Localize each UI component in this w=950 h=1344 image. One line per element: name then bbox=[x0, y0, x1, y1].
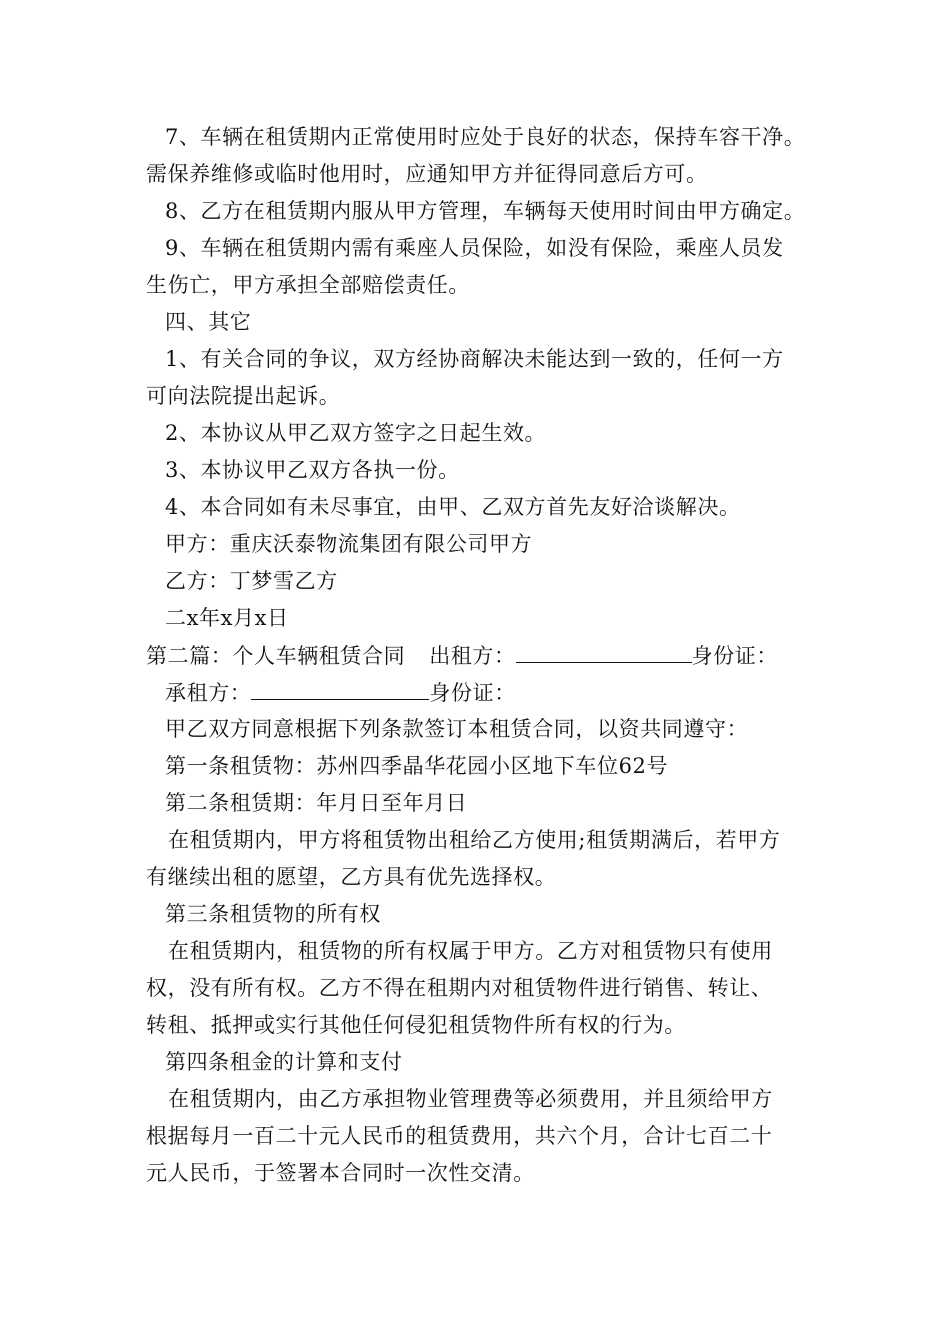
article-3-body-line-2: 权，没有所有权。乙方不得在租期内对租赁物件进行销售、转让、 bbox=[146, 976, 773, 1000]
lessor-id-label: 身份证： bbox=[691, 644, 779, 668]
article-2-body-line-1: 在租赁期内，甲方将租赁物出租给乙方使用;租赁期满后，若甲方 bbox=[168, 828, 781, 852]
party-a-signature: 甲方：重庆沃泰物流集团有限公司甲方 bbox=[165, 532, 533, 556]
signing-date: 二x年x月x日 bbox=[165, 606, 289, 630]
article-2-lease-term: 第二条租赁期：年月日至年月日 bbox=[165, 791, 468, 815]
lessor-blank bbox=[516, 640, 692, 663]
other-clause-4: 4、本合同如有未尽事宜，由甲、乙双方首先友好洽谈解决。 bbox=[165, 495, 741, 519]
other-clause-3: 3、本协议甲乙双方各执一份。 bbox=[165, 458, 460, 482]
article-4-body-line-1: 在租赁期内，由乙方承担物业管理费等必须费用，并且须给甲方 bbox=[168, 1087, 773, 1111]
agreement-intro: 甲乙双方同意根据下列条款签订本租赁合同，以资共同遵守： bbox=[165, 717, 749, 741]
second-contract-title: 第二篇：个人车辆租赁合同 bbox=[146, 644, 406, 668]
lessee-line bbox=[146, 677, 835, 708]
article-4-body-line-3: 元人民币，于签署本合同时一次性交清。 bbox=[146, 1161, 535, 1185]
article-3-heading: 第三条租赁物的所有权 bbox=[165, 902, 381, 926]
other-clause-1-line-2: 可向法院提出起诉。 bbox=[146, 384, 341, 408]
clause-7-line-1: 7、车辆在租赁期内正常使用时应处于良好的状态，保持车容干净。 bbox=[165, 125, 806, 149]
lessee-id-label: 身份证： bbox=[429, 681, 516, 705]
other-clause-1-line-1: 1、有关合同的争议，双方经协商解决未能达到一致的，任何一方 bbox=[165, 347, 784, 371]
clause-9-line-1: 9、车辆在租赁期内需有乘座人员保险，如没有保险，乘座人员发 bbox=[165, 236, 784, 260]
lessee-blank bbox=[251, 677, 429, 700]
party-b-signature: 乙方：丁梦雪乙方 bbox=[165, 569, 338, 593]
other-clause-2: 2、本协议从甲乙双方签字之日起生效。 bbox=[165, 421, 547, 445]
article-4-body-line-2: 根据每月一百二十元人民币的租赁费用，共六个月，合计七百二十 bbox=[146, 1124, 773, 1148]
article-3-body-line-1: 在租赁期内，租赁物的所有权属于甲方。乙方对租赁物只有使用 bbox=[168, 939, 773, 963]
clause-8-line: 8、乙方在租赁期内服从甲方管理，车辆每天使用时间由甲方确定。 bbox=[165, 199, 806, 223]
lessee-label: 承租方： bbox=[165, 681, 252, 705]
second-contract-header bbox=[146, 640, 816, 671]
article-2-body-line-2: 有继续出租的愿望，乙方具有优先选择权。 bbox=[146, 865, 557, 889]
section-heading-other: 四、其它 bbox=[165, 310, 252, 334]
article-4-heading: 第四条租金的计算和支付 bbox=[165, 1050, 403, 1074]
article-1-leased-item: 第一条租赁物：苏州四季晶华花园小区地下车位62号 bbox=[165, 754, 669, 778]
clause-7-line-2: 需保养维修或临时他用时，应通知甲方并征得同意后方可。 bbox=[146, 162, 708, 186]
article-3-body-line-3: 转租、抵押或实行其他任何侵犯租赁物件所有权的行为。 bbox=[146, 1013, 686, 1037]
clause-9-line-2: 生伤亡，甲方承担全部赔偿责任。 bbox=[146, 273, 470, 297]
lessor-label: 出租方： bbox=[429, 644, 516, 668]
